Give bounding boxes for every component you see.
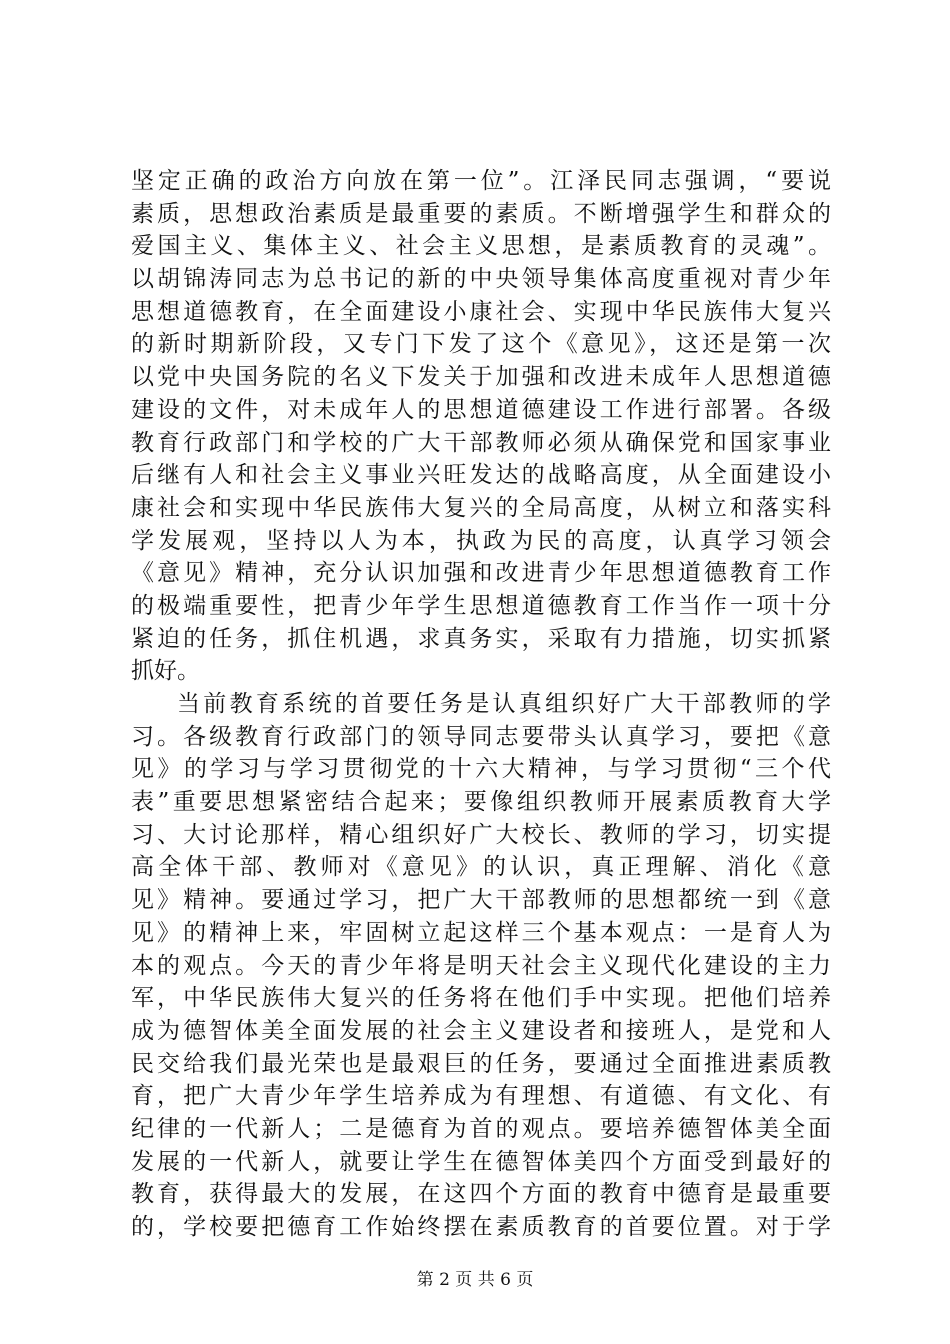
text-line: 的新时期新阶段，又专门下发了这个《意见》，这还是第一次 (131, 331, 831, 358)
text-line: 教育行政部门和学校的广大干部教师必须从确保党和国家事业 (131, 429, 831, 456)
body-text (131, 165, 831, 1244)
text-line: 思想道德教育，在全面建设小康社会、实现中华民族伟大复兴 (131, 298, 831, 325)
text-line: 军，中华民族伟大复兴的任务将在他们手中实现。把他们培养 (131, 985, 831, 1012)
text-line: 后继有人和社会主义事业兴旺发达的战略高度，从全面建设小 (131, 462, 831, 489)
text-line: 建设的文件，对未成年人的思想道德建设工作进行部署。各级 (131, 396, 831, 423)
text-line: 教育，获得最大的发展，在这四个方面的教育中德育是最重要 (131, 1181, 831, 1208)
text-line: 育，把广大青少年学生培养成为有理想、有道德、有文化、有 (131, 1083, 831, 1110)
text-line: 习。各级教育行政部门的领导同志要带头认真学习，要把《意 (131, 723, 831, 750)
text-line: 紧迫的任务，抓住机遇，求真务实，采取有力措施，切实抓紧 (131, 625, 831, 652)
page-number-footer: 第 2 页 共 6 页 (416, 1270, 534, 1290)
text-line: 素质，思想政治素质是最重要的素质。不断增强学生和群众的 (131, 200, 831, 227)
text-line-paragraph-end: 抓好。 (131, 658, 200, 685)
text-line: 见》的精神上来，牢固树立起这样三个基本观点：一是育人为 (131, 919, 831, 946)
text-line: 康社会和实现中华民族伟大复兴的全局高度，从树立和落实科 (131, 494, 831, 521)
text-line: 学发展观，坚持以人为本，执政为民的高度，认真学习领会 (131, 527, 831, 554)
text-line: 民交给我们最光荣也是最艰巨的任务，要通过全面推进素质教 (131, 1050, 831, 1077)
text-line: 表”重要思想紧密结合起来；要像组织教师开展素质教育大学 (131, 789, 831, 816)
text-line: 的极端重要性，把青少年学生思想道德教育工作当作一项十分 (131, 592, 831, 619)
text-line: 坚定正确的政治方向放在第一位”。江泽民同志强调，“要说 (131, 168, 831, 194)
text-line: 习、大讨论那样，精心组织好广大校长、教师的学习，切实提 (131, 821, 831, 848)
text-line: 见》精神。要通过学习，把广大干部教师的思想都统一到《意 (131, 887, 831, 914)
text-line: 爱国主义、集体主义、社会主义思想，是素质教育的灵魂”。 (131, 233, 831, 260)
text-line: 《意见》精神，充分认识加强和改进青少年思想道德教育工作 (131, 560, 831, 587)
text-line: 高全体干部、教师对《意见》的认识，真正理解、消化《意 (131, 854, 831, 881)
text-line: 的，学校要把德育工作始终摆在素质教育的首要位置。对于学 (131, 1214, 831, 1240)
text-line: 发展的一代新人，就要让学生在德智体美四个方面受到最好的 (131, 1148, 831, 1175)
text-line: 纪律的一代新人；二是德育为首的观点。要培养德智体美全面 (131, 1115, 831, 1142)
text-line: 见》的学习与学习贯彻党的十六大精神，与学习贯彻“三个代 (131, 756, 831, 783)
text-line: 成为德智体美全面发展的社会主义建设者和接班人，是党和人 (131, 1017, 831, 1044)
text-line: 本的观点。今天的青少年将是明天社会主义现代化建设的主力 (131, 952, 831, 979)
text-line: 以党中央国务院的名义下发关于加强和改进未成年人思想道德 (131, 364, 831, 391)
text-line: 以胡锦涛同志为总书记的新的中央领导集体高度重视对青少年 (131, 266, 831, 293)
text-line-paragraph-start: 当前教育系统的首要任务是认真组织好广大干部教师的学 (177, 691, 831, 717)
